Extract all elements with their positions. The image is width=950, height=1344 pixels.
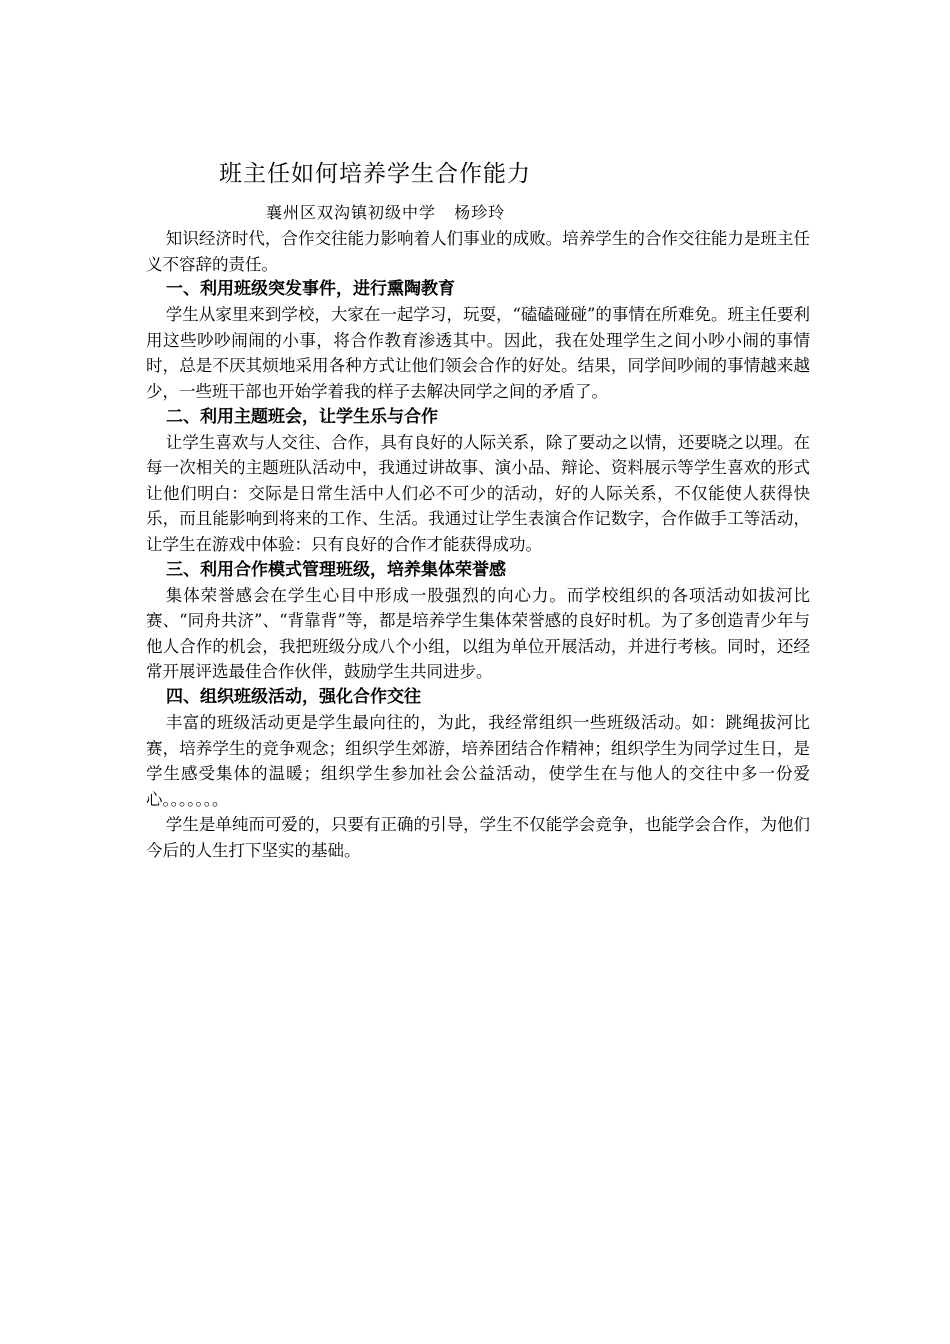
- section-1: [146, 277, 810, 404]
- section-paragraph: 丰富的班级活动更是学生最向往的，为此，我经常组织一些班级活动。如：跳绳拔河比赛，培养学生的竞争观念；组织学生郊游，培养团结合作精神；组织学生为同学过生日，是学生感受集体的温暖；组织学生参加社会公益活动，使学生在与他人的交往中多一份爱心。。。。。。。: [146, 712, 810, 809]
- section-heading: 二、利用主题班会，让学生乐与合作: [166, 406, 438, 427]
- section-heading: 四、组织班级活动，强化合作交往: [166, 686, 421, 707]
- section-paragraph: 学生从家里来到学校，大家在一起学习，玩耍，“磕磕碰碰”的事情在所难免。班主任要利用这些吵吵闹闹的小事，将合作教育渗透其中。因此，我在处理学生之间小吵小闹的事情时，总是不厌其烦地采用各种方式让他们领会合作的好处。结果，同学间吵闹的事情越来越少，一些班干部也开始学着我的样子去解决同学之间的矛盾了。: [146, 305, 810, 401]
- intro-paragraph: 知识经济时代，合作交往能力影响着人们事业的成败。培养学生的合作交往能力是班主任义不容辞的责任。: [146, 229, 810, 274]
- section-heading: 三、利用合作模式管理班级，培养集体荣誉感: [166, 559, 506, 580]
- document-title: 班主任如何培养学生合作能力: [219, 161, 531, 187]
- document-body: [146, 226, 810, 863]
- section-paragraph: 让学生喜欢与人交往、合作，具有良好的人际关系，除了要动之以情，还要晓之以理。在每一次相关的主题班队活动中，我通过讲故事、演小品、辩论、资料展示等学生喜欢的形式让他们明白：交际是日常生活中人们必不可少的活动，好的人际关系，不仅能使人获得快乐，而且能影响到将来的工作、生活。我通过让学生表演合作记数字，合作做手工等活动，让学生在游戏中体验：只有良好的合作才能获得成功。: [146, 432, 810, 554]
- section-heading: 一、利用班级突发事件，进行熏陶教育: [166, 279, 455, 300]
- document-author: 襄州区双沟镇初级中学 杨珍玲: [266, 203, 506, 222]
- section-3: [146, 558, 810, 685]
- section-4: [146, 685, 810, 864]
- closing-paragraph: 学生是单纯而可爱的，只要有正确的引导，学生不仅能学会竞争，也能学会合作，为他们今后的人生打下坚实的基础。: [146, 815, 810, 860]
- section-paragraph: 集体荣誉感会在学生心目中形成一股强烈的向心力。而学校组织的各项活动如拔河比赛、“同舟共济”、“背靠背”等，都是培养学生集体荣誉感的良好时机。为了多创造青少年与他人合作的机会，我把班级分成八个小组，以组为单位开展活动，并进行考核。同时，还经常开展评选最佳合作伙伴，鼓励学生共同进步。: [146, 585, 810, 682]
- section-2: [146, 405, 810, 558]
